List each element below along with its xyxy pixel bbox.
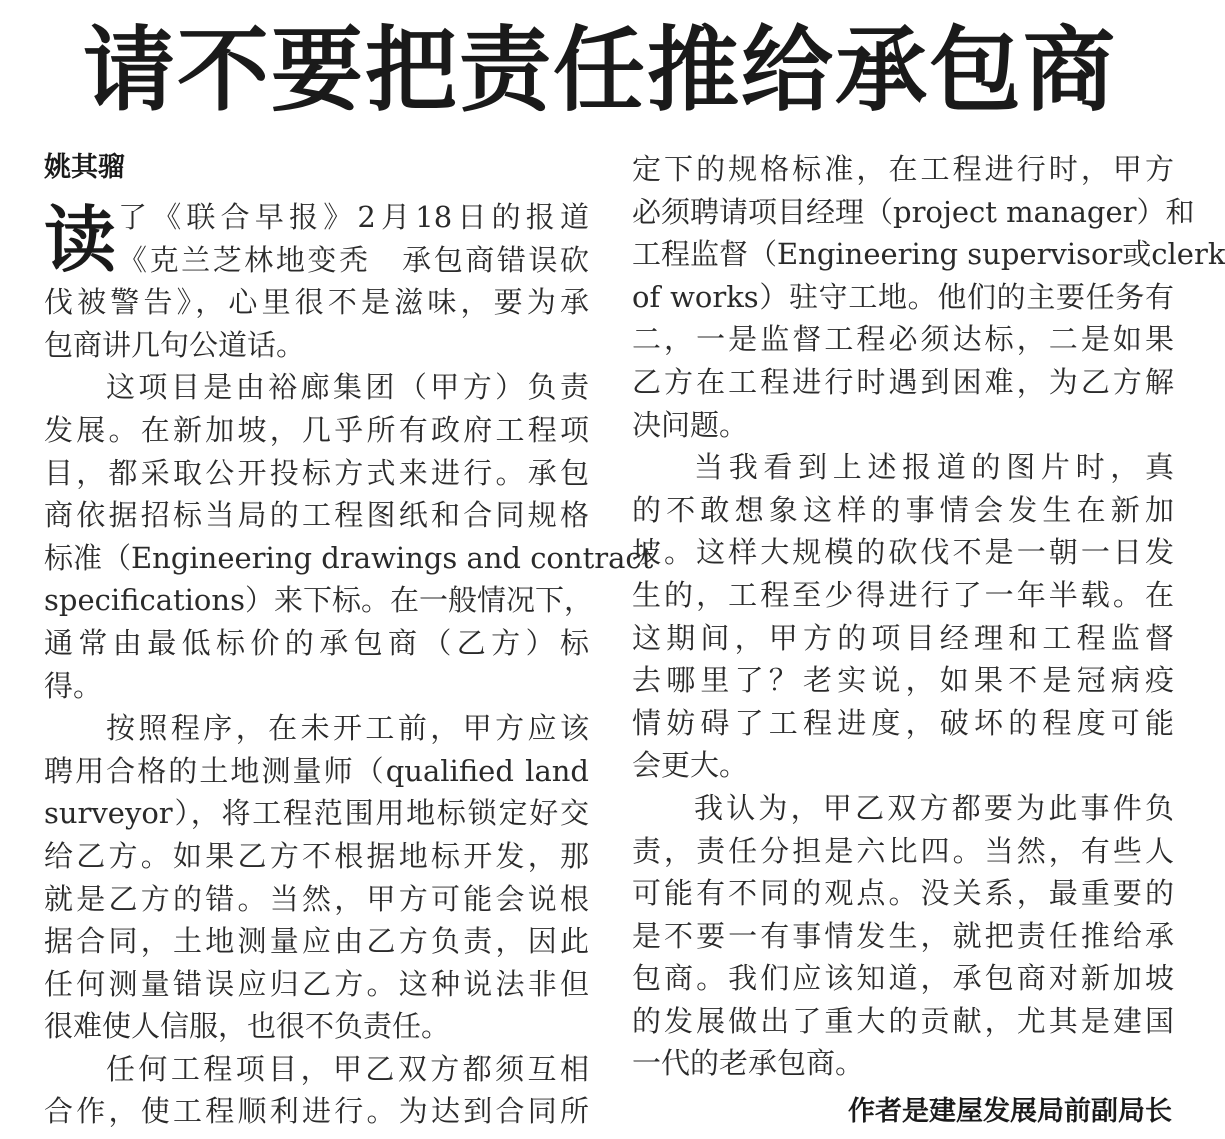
text-line: 包商。我们应该知道，承包商对新加坡 (632, 961, 1174, 996)
text-line: 得。 (44, 668, 103, 703)
text-line: 会更大。 (632, 748, 749, 783)
text-line: 《克兰芝林地变秃 承包商错误砍 (118, 242, 589, 277)
text-line: 乙方在工程进行时遇到困难，为乙方解 (632, 364, 1174, 399)
headline: 请不要把责任推给承包商 (82, 17, 1117, 124)
text-line: 很难使人信服，也很不负责任。 (44, 1009, 451, 1044)
text-line: 坡。这样大规模的砍伐不是一朝一日发 (632, 535, 1174, 570)
text-line: 定下的规格标准，在工程进行时，甲方 (632, 152, 1174, 186)
text-line: 任何测量错误应归乙方。这种说法非但 (44, 966, 589, 1001)
text-line: 商依据招标当局的工程图纸和合同规格 (44, 498, 589, 533)
text-line: 给乙方。如果乙方不根据地标开发，那 (44, 838, 589, 873)
opening-paragraph (44, 196, 589, 366)
text-line: 的不敢想象这样的事情会发生在新加 (632, 492, 1174, 527)
text-line: 目，都采取公开投标方式来进行。承包 (44, 455, 589, 490)
text-line: 的发展做出了重大的贡献，尤其是建国 (632, 1003, 1174, 1038)
text-line: 我认为，甲乙双方都要为此事件负 (694, 790, 1174, 825)
text-line: 生的，工程至少得进行了一年半载。在 (632, 577, 1174, 612)
text-line: 可能有不同的观点。没关系，最重要的 (632, 876, 1174, 911)
drop-cap: 读 (44, 198, 117, 282)
author-note: 作者是建屋发展局前副局长 (848, 1096, 1172, 1127)
text-line: 了《联合早报》2月18日的报道 (118, 200, 589, 234)
text-line: 这期间，甲方的项目经理和工程监督 (632, 620, 1174, 655)
text-line: 标准（Engineering drawings and contract (44, 540, 654, 575)
text-line: 合作，使工程顺利进行。为达到合同所 (44, 1094, 589, 1129)
text-line: 按照程序，在未开工前，甲方应该 (106, 711, 589, 746)
text-line: 情妨碍了工程进度，破坏的程度可能 (632, 705, 1174, 740)
text-line: 是不要一有事情发生，就把责任推给承 (632, 918, 1174, 953)
text-line: 二，一是监督工程必须达标，二是如果 (632, 322, 1174, 357)
text-line: 任何工程项目，甲乙双方都须互相 (106, 1051, 589, 1086)
text-line: 去哪里了？老实说，如果不是冠病疫 (632, 663, 1174, 698)
text-line: 工程监督（Engineering supervisor或clerk (632, 237, 1225, 272)
text-line: 发展。在新加坡，几乎所有政府工程项 (44, 412, 589, 447)
text-line: 包商讲几句公道话。 (44, 327, 306, 362)
text-line: 聘用合格的土地测量师（qualified land (44, 753, 589, 788)
text-line: 就是乙方的错。当然，甲方可能会说根 (44, 881, 589, 916)
text-line: 必须聘请项目经理（project manager）和 (632, 194, 1195, 229)
article-column-right (632, 148, 1225, 1085)
text-line: 决问题。 (632, 407, 749, 442)
text-line: specifications）来下标。在一般情况下， (44, 583, 593, 618)
text-line: 据合同，土地测量应由乙方负责，因此 (44, 924, 589, 959)
text-line: 责，责任分担是六比四。当然，有些人 (632, 833, 1174, 868)
text-line: 通常由最低标价的承包商（乙方）标 (44, 625, 589, 660)
text-line: 伐被警告》，心里很不是滋味，要为承 (44, 285, 589, 320)
text-line: 这项目是由裕廊集团（甲方）负责 (106, 370, 589, 405)
text-line: 当我看到上述报道的图片时，真 (694, 450, 1174, 485)
byline: 姚其骝 (44, 152, 125, 183)
text-line: of works）驻守工地。他们的主要任务有 (632, 279, 1174, 314)
text-line: surveyor），将工程范围用地标锁定好交 (44, 796, 589, 831)
text-line: 一代的老承包商。 (632, 1046, 865, 1081)
article-column-left (44, 196, 654, 1133)
